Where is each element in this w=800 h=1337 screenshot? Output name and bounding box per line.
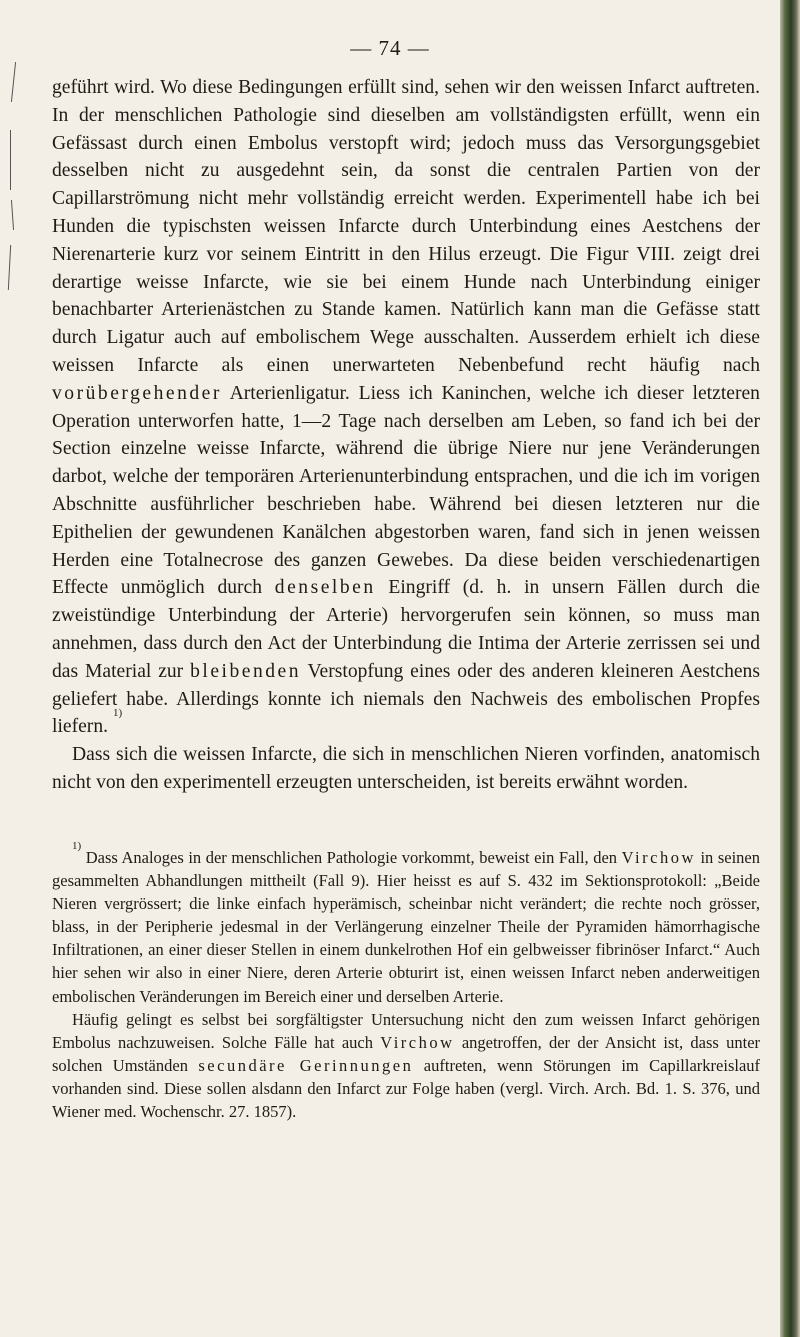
paragraph-1 — [52, 74, 760, 741]
text-run: in seinen gesammelten Abhandlungen mittheilt (Fall 9). Hier heisst es auf S. 432 im Sektionsprotokoll: „Beide Nieren vergrössert; die linke einfach hyperämisch, scheinbar nicht verändert; die rechte noch grösser, blass, in der Peripherie jedesmal in der Verlängerung einzelner Theile der Pyramiden hämorrhagische Infiltrationen, an einer dieser Stellen in einem dunkelrothen Hof ein gelbweisser fibrinöser Infarct.“ Auch hier sehen wir also in einer Niere, deren Arterie obturirt ist, einen weissen Infarct neben anderweitigen embolischen Veränderungen im Bereich einer und derselben Arterie. — [52, 848, 760, 1006]
footnote-marker: 1) — [72, 840, 82, 852]
text-run: angetroffen, der der Ansicht ist, dass unter solchen Umständen — [52, 1032, 761, 1075]
main-text — [52, 74, 760, 797]
page-edge — [780, 0, 800, 1337]
text-run: Häufig gelingt es selbst bei sorgfältigster Untersuchung nicht den zum weissen Infarct gehörigen Embolus nachzuweisen. Solche Fälle hat auch — [52, 1009, 760, 1052]
footnote-1 — [52, 840, 760, 1008]
spaced-emphasis: bleibenden — [190, 660, 302, 682]
spaced-emphasis: denselben — [274, 577, 376, 599]
text-run: Eingriff (d. h. in unsern Fällen durch die zweistündige Unterbindung der Arterie) hervorgerufen sein können, so muss man annehmen, dass durch den Act der Unterbindung die Intima der Arterie zerrissen sei und das Material zur — [52, 577, 760, 682]
margin-pencil-marks — [0, 60, 20, 300]
text-run: Dass Analoges in der menschlichen Pathologie vorkommt, beweist ein Fall, den — [85, 848, 618, 867]
text-run: geführt wird. Wo diese Bedingungen erfüllt sind, sehen wir den weissen Infarct auftreten. In der menschlichen Pathologie sind dieselben am vollständigsten erfüllt, wenn ein Gefässast durch einen Embolus verstopft wird; jedoch muss das Versorgungsgebiet desselben nicht zu ausgedehnt sein, da sonst die centralen Partien von der Capillarströmung nicht mehr vollständig erreicht werden. Experimentell habe ich bei Hunden die typischsten weissen Infarcte durch Unterbindung eines Aestchens der Nierenarterie kurz vor seinem Eintritt in den Hilus erzeugt. Die Figur VIII. zeigt drei derartige weisse Infarcte, wie sie bei einem Hunde nach Unterbindung einiger benachbarter Arterienästchen zu Stande kamen. Natürlich kann man die Gefässe statt durch Ligatur auch auf embolischem Wege ausschalten. Ausserdem erhielt ich diese weissen Infarcte als einen unerwarteten Nebenbefund recht häufig nach — [52, 77, 760, 376]
text-run: auftreten, wenn Störungen im Capillarkreislauf vorhanden sind. Diese sollen alsdann den Infarct zur Folge haben (vergl. Virch. Arch. Bd. 1. S. 376, und Wiener med. Wochenschr. 27. 1857). — [52, 1055, 761, 1122]
footnote-reference[interactable]: 1) — [112, 707, 123, 720]
text-run: Verstopfung eines oder des anderen kleineren Aestchens geliefert habe. Allerdings konnte ich niemals den Nachweis des embolischen Propfes liefern. — [52, 660, 760, 738]
paragraph-2: Dass sich die weissen Infarcte, die sich in menschlichen Nieren vorfinden, anatomisch nicht von den experimentell erzeugten unterscheiden, ist bereits erwähnt worden. — [52, 744, 760, 793]
spaced-emphasis: vorübergehender — [52, 382, 222, 404]
text-run: Arterienligatur. Liess ich Kaninchen, welche ich dieser letzteren Operation unterworfen hatte, 1—2 Tage nach derselben am Leben, so fand ich bei der Section einzelne weisse Infarcte, während die übrige Niere nur jene Veränderungen darbot, welche der temporären Arterienunterbindung entsprachen, und die ich im vorigen Abschnitte ausführlicher beschrieben habe. Während bei diesen letzteren nur die Epithelien der gewundenen Kanälchen abgestorben waren, fand sich in jenen weissen Herden eine Totalnecrose des ganzen Gewebes. Da diese beiden verschiedenartigen Effecte unmöglich durch — [52, 382, 760, 599]
spaced-emphasis: Virchow — [621, 848, 696, 867]
spaced-emphasis: secundäre Gerinnungen — [198, 1055, 414, 1075]
spaced-emphasis: Virchow — [380, 1032, 455, 1052]
footnote-continuation — [52, 1008, 760, 1123]
footnotes — [52, 840, 761, 1123]
page-number: — 74 — — [350, 36, 430, 60]
